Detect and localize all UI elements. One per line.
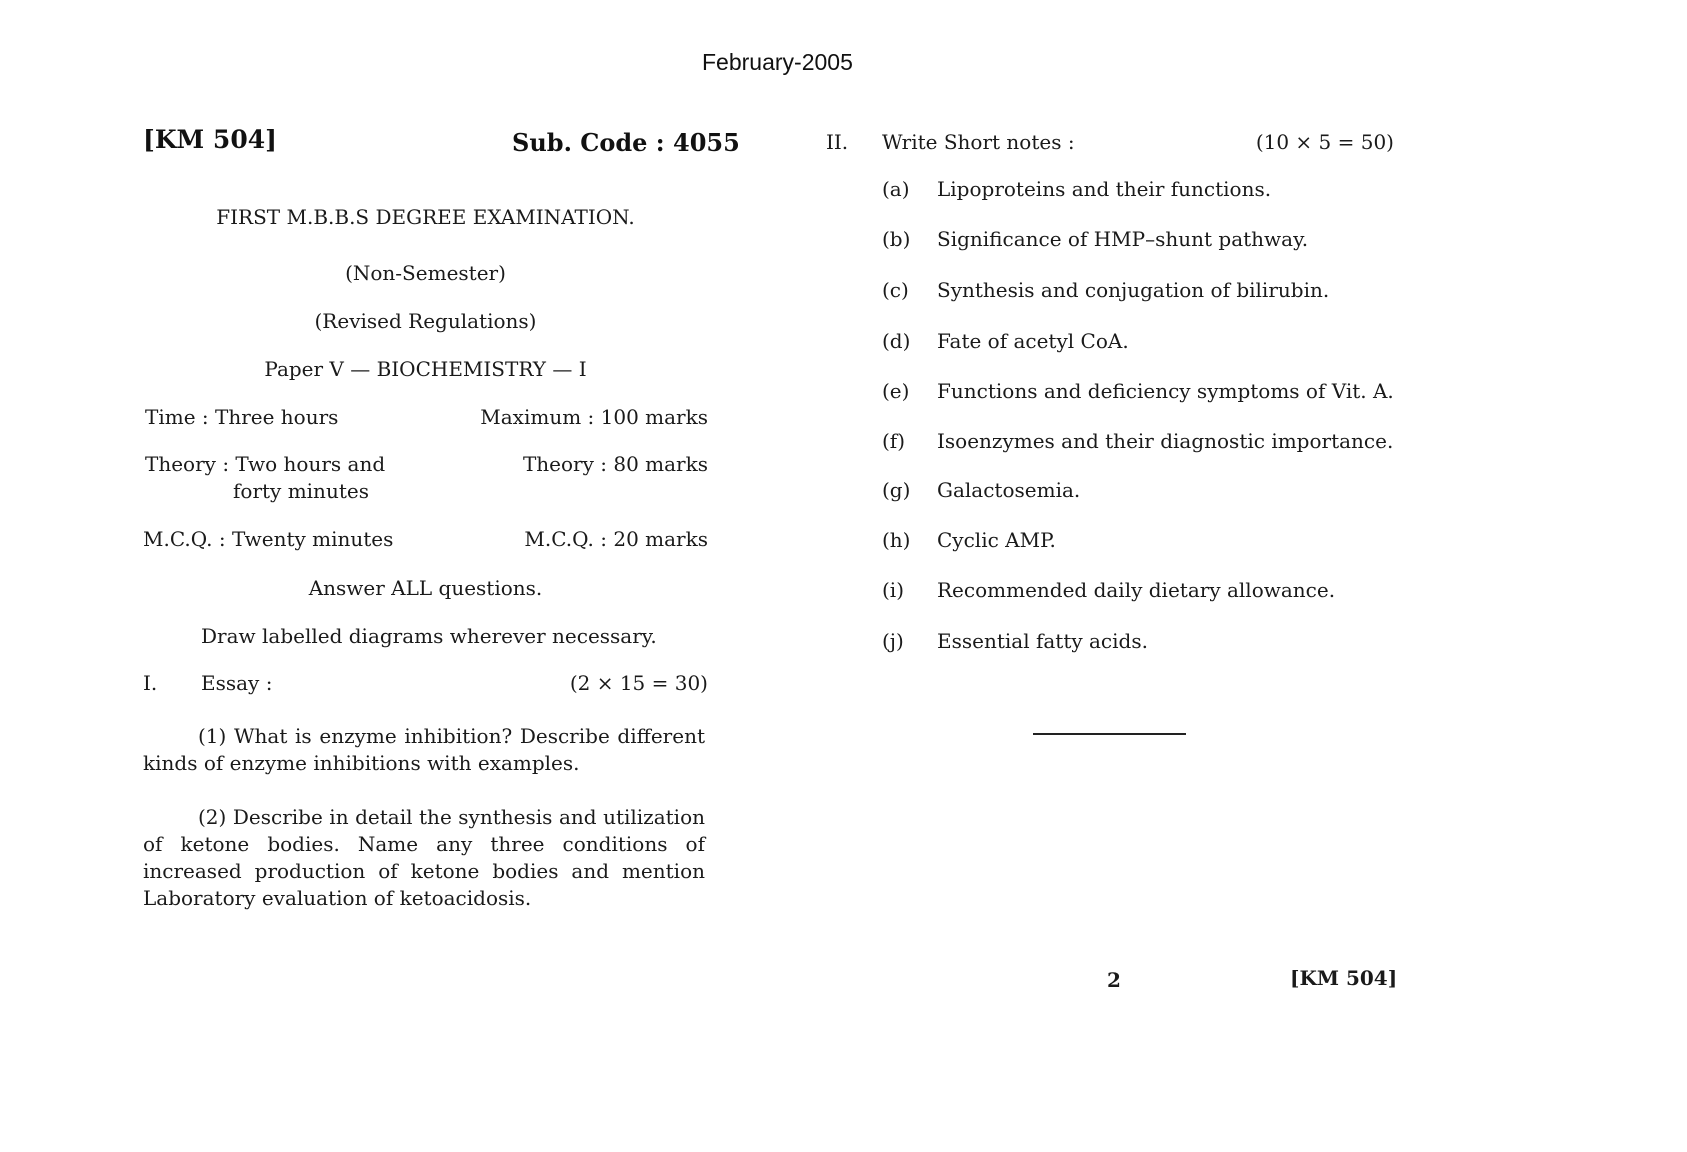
exam-title: FIRST M.B.B.S DEGREE EXAMINATION. (216, 205, 635, 229)
essay-question-2: (2) Describe in detail the synthesis and utilization of ketone bodies. Name any three conditions of increased production of ketone bodies and mention Laboratory evaluation of ketoacidosis. (143, 805, 705, 910)
theory-duration-cont: forty minutes (233, 479, 369, 503)
footer-paper-code: [KM 504] (1290, 966, 1398, 990)
maximum-marks: Maximum : 100 marks (480, 405, 708, 429)
short-note-text: Lipoproteins and their functions. (937, 177, 1272, 201)
time-label: Time : Three hours (145, 405, 339, 429)
section-2-title: Write Short notes : (882, 130, 1075, 154)
short-note-letter: (d) (882, 329, 911, 353)
section-1-numeral: I. (143, 671, 158, 695)
short-note-text: Recommended daily dietary allowance. (937, 578, 1336, 602)
short-note-letter: (e) (882, 379, 910, 403)
exam-semester: (Non-Semester) (345, 261, 506, 285)
short-note-text: Significance of HMP–shunt pathway. (937, 227, 1309, 251)
short-note-text: Cyclic AMP. (937, 528, 1056, 552)
short-note-letter: (c) (882, 278, 909, 302)
essay-question-1: (1) What is enzyme inhibition? Describe different kinds of enzyme inhibitions with examples. (143, 724, 705, 775)
section-1-title: Essay : (201, 671, 273, 695)
short-note-letter: (g) (882, 478, 911, 502)
short-note-letter: (b) (882, 227, 911, 251)
document-date: February-2005 (702, 49, 853, 75)
short-note-letter: (h) (882, 528, 911, 552)
page-number: 2 (1107, 968, 1121, 992)
instruction-diagrams: Draw labelled diagrams wherever necessary. (201, 624, 657, 648)
theory-marks: Theory : 80 marks (522, 452, 708, 476)
section-2-numeral: II. (826, 130, 849, 154)
short-note-text: Isoenzymes and their diagnostic importance. (937, 429, 1394, 453)
short-note-text: Galactosemia. (937, 478, 1081, 502)
short-note-letter: (j) (882, 629, 904, 653)
short-note-text: Functions and deficiency symptoms of Vit. A. (937, 379, 1394, 403)
end-rule (1033, 733, 1186, 735)
short-note-text: Synthesis and conjugation of bilirubin. (937, 278, 1330, 302)
paper-title: Paper V — BIOCHEMISTRY — I (264, 357, 587, 381)
mcq-marks: M.C.Q. : 20 marks (524, 527, 708, 551)
exam-regulations: (Revised Regulations) (314, 309, 537, 333)
paper-code: [KM 504] (143, 125, 277, 154)
short-note-text: Essential fatty acids. (937, 629, 1148, 653)
short-note-letter: (a) (882, 177, 910, 201)
subject-code: Sub. Code : 4055 (512, 128, 740, 157)
instruction-answer-all: Answer ALL questions. (308, 576, 543, 600)
mcq-duration: M.C.Q. : Twenty minutes (143, 527, 394, 551)
section-2-marks: (10 × 5 = 50) (1255, 130, 1394, 154)
short-note-letter: (f) (882, 429, 906, 453)
short-note-letter: (i) (882, 578, 905, 602)
theory-duration: Theory : Two hours and (145, 452, 386, 476)
section-1-marks: (2 × 15 = 30) (569, 671, 708, 695)
short-note-text: Fate of acetyl CoA. (937, 329, 1129, 353)
